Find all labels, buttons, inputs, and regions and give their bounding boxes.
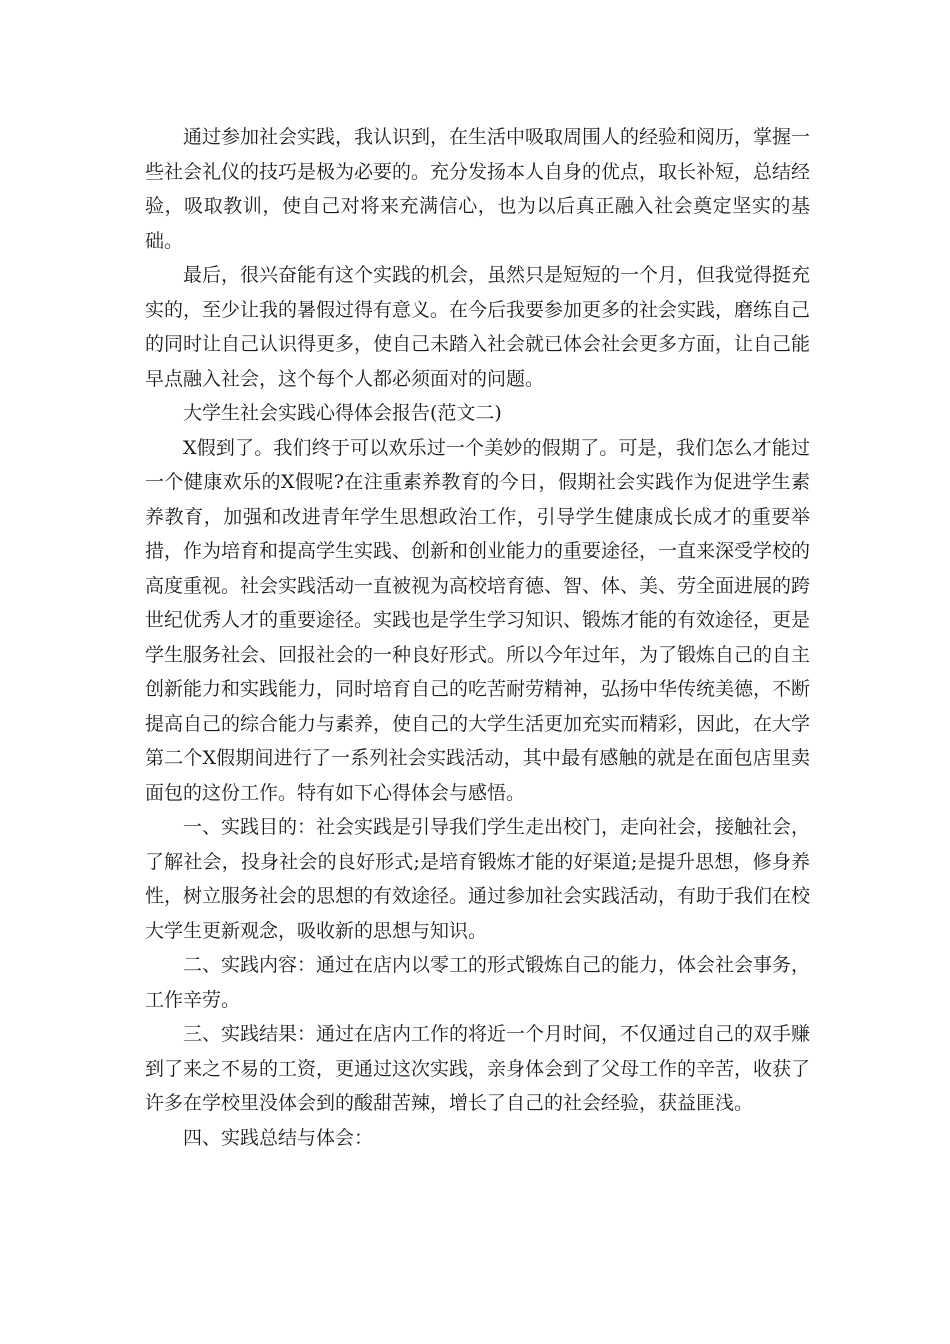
document-body xyxy=(145,120,810,1155)
paragraph-2: 最后，很兴奋能有这个实践的机会，虽然只是短短的一个月，但我觉得挺充实的，至少让我的暑假过得有意义。在今后我要参加更多的社会实践，磨练自己的同时让自己认识得更多，使自己未踏入社会就已体会社会更多方面，让自己能早点融入社会，这个每个人都必须面对的问题。 xyxy=(145,264,811,390)
paragraph-summary-heading: 四、实践总结与体会： xyxy=(183,1126,374,1149)
paragraph-purpose: 一、实践目的：社会实践是引导我们学生走出校门，走向社会，接触社会，了解社会，投身社会的良好形式;是培育锻炼才能的好渠道;是提升思想，修身养性，树立服务社会的思想的有效途径。通过参加社会实践活动，有助于我们在校大学生更新观念，吸收新的思想与知识。 xyxy=(145,816,811,942)
paragraph-1: 通过参加社会实践，我认识到，在生活中吸取周围人的经验和阅历，掌握一些社会礼仪的技巧是极为必要的。充分发扬本人自身的优点，取长补短，总结经验，吸取教训，使自己对将来充满信心，也为以后真正融入社会奠定坚实的基础。 xyxy=(145,126,811,252)
paragraph-result: 三、实践结果：通过在店内工作的将近一个月时间，不仅通过自己的双手赚到了来之不易的工资，更通过这次实践，亲身体会到了父母工作的辛苦，收获了许多在学校里没体会到的酸甜苦辣，增长了自己的社会经验，获益匪浅。 xyxy=(145,1023,811,1114)
paragraph-3: X假到了。我们终于可以欢乐过一个美妙的假期了。可是，我们怎么才能过一个健康欢乐的X假呢?在注重素养教育的今日，假期社会实践作为促进学生素养教育，加强和改进青年学生思想政治工作，引导学生健康成长成才的重要举措，作为培育和提高学生实践、创新和创业能力的重要途径，一直来深受学校的高度重视。社会实践活动一直被视为高校培育德、智、体、美、劳全面进展的跨世纪优秀人才的重要途径。实践也是学生学习知识、锻炼才能的有效途径，更是学生服务社会、回报社会的一种良好形式。所以今年过年，为了锻炼自己的自主创新能力和实践能力，同时培育自己的吃苦耐劳精神，弘扬中华传统美德，不断提高自己的综合能力与素养，使自己的大学生活更加充实而精彩，因此，在大学第二个X假期间进行了一系列社会实践活动，其中最有感触的就是在面包店里卖面包的这份工作。特有如下心得体会与感悟。 xyxy=(145,436,811,804)
section-title: 大学生社会实践心得体会报告(范文二) xyxy=(183,402,502,424)
paragraph-content: 二、实践内容：通过在店内以零工的形式锻炼自己的能力，体会社会事务，工作辛劳。 xyxy=(145,954,811,1011)
